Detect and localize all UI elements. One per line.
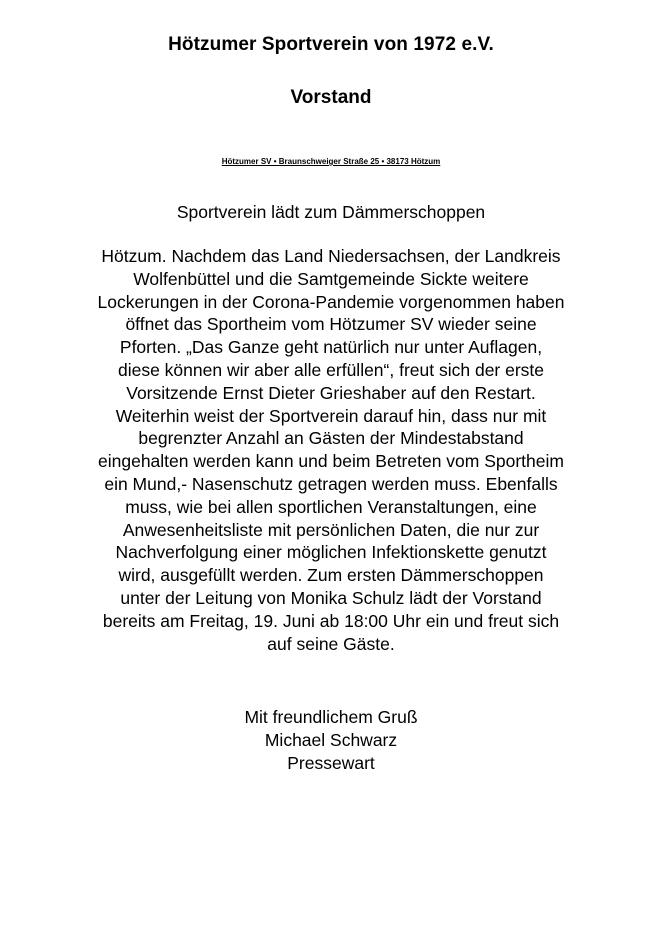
body-line: ein Mund,- Nasenschutz getragen werden muss. Ebenfalls — [104, 473, 558, 494]
body-line: diese können wir aber alle erfüllen“, freut sich der erste — [117, 359, 545, 380]
body-line: Weiterhin weist der Sportverein darauf hin, dass nur mit — [115, 405, 547, 426]
body-line: Wolfenbüttel und die Samtgemeinde Sickte weitere — [133, 268, 529, 289]
closing-block — [0, 706, 662, 775]
article-body — [0, 245, 662, 655]
body-line: bereits am Freitag, 19. Juni ab 18:00 Uhr ein und freut sich — [102, 610, 560, 631]
body-line: Hötzum. Nachdem das Land Niedersachsen, der Landkreis — [101, 246, 561, 266]
body-line: Pforten. „Das Ganze geht natürlich nur unter Auflagen, — [119, 337, 543, 358]
body-line: eingehalten werden kann und beim Betreten vom Sportheim — [98, 451, 564, 472]
board-title: Vorstand — [290, 87, 372, 108]
body-line: auf seine Gäste. — [267, 633, 395, 654]
address-line: Hötzumer SV • Braunschweiger Straße 25 • 38173 Hötzum — [221, 157, 441, 166]
body-line: unter der Leitung von Monika Schulz lädt der Vorstand — [120, 587, 542, 608]
body-line: Lockerungen in der Corona-Pandemie vorgenommen haben — [97, 291, 565, 312]
signature-name: Michael Schwarz — [264, 730, 398, 750]
body-line: Vorsitzende Ernst Dieter Grieshaber auf den Restart. — [126, 382, 536, 403]
body-line: Anwesenheitsliste mit persönlichen Daten, die nur zur — [122, 519, 540, 540]
closing-greeting: Mit freundlichem Gruß — [244, 707, 418, 727]
body-line: muss, wie bei allen sportlichen Veranstaltungen, eine — [125, 496, 537, 517]
article-headline: Sportverein lädt zum Dämmerschoppen — [176, 202, 486, 222]
body-line: Nachverfolgung einer möglichen Infektionskette genutzt — [115, 542, 547, 563]
organization-title: Hötzumer Sportverein von 1972 e.V. — [168, 34, 494, 55]
signature-role: Pressewart — [287, 753, 375, 773]
body-line: öffnet das Sportheim vom Hötzumer SV wieder seine — [125, 314, 537, 335]
body-line: begrenzter Anzahl an Gästen der Mindestabstand — [138, 428, 524, 449]
body-line: wird, ausgefüllt werden. Zum ersten Dämmerschoppen — [118, 565, 544, 586]
